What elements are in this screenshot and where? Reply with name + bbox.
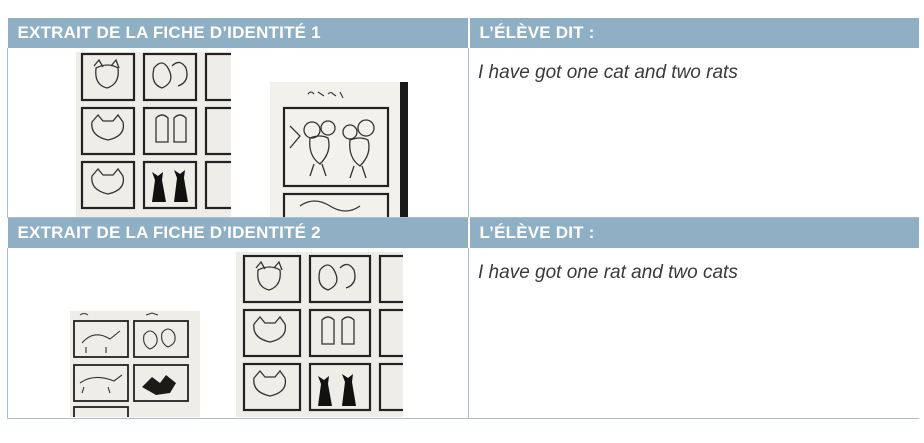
cats-grid-photo-2 — [236, 252, 403, 417]
extract-cell-1 — [8, 48, 469, 217]
student-says-header-1: L’ÉLÈVE DIT : — [469, 18, 919, 48]
student-says-cell-2 — [469, 248, 919, 419]
extract-header-1: EXTRAIT DE LA FICHE D’IDENTITÉ 1 — [8, 18, 469, 48]
cats-grid-photo — [76, 52, 231, 217]
small-animals-photo — [70, 311, 200, 417]
rats-photo — [270, 82, 408, 217]
student-says-header-2: L’ÉLÈVE DIT : — [469, 217, 919, 248]
student-says-text-2: I have got one rat and two cats — [478, 261, 738, 283]
extract-cell-2 — [8, 248, 469, 419]
extract-header-2: EXTRAIT DE LA FICHE D’IDENTITÉ 2 — [8, 217, 469, 248]
identity-card-table — [7, 18, 919, 419]
student-says-cell-1 — [469, 48, 919, 217]
student-says-text-1: I have got one cat and two rats — [478, 62, 738, 83]
